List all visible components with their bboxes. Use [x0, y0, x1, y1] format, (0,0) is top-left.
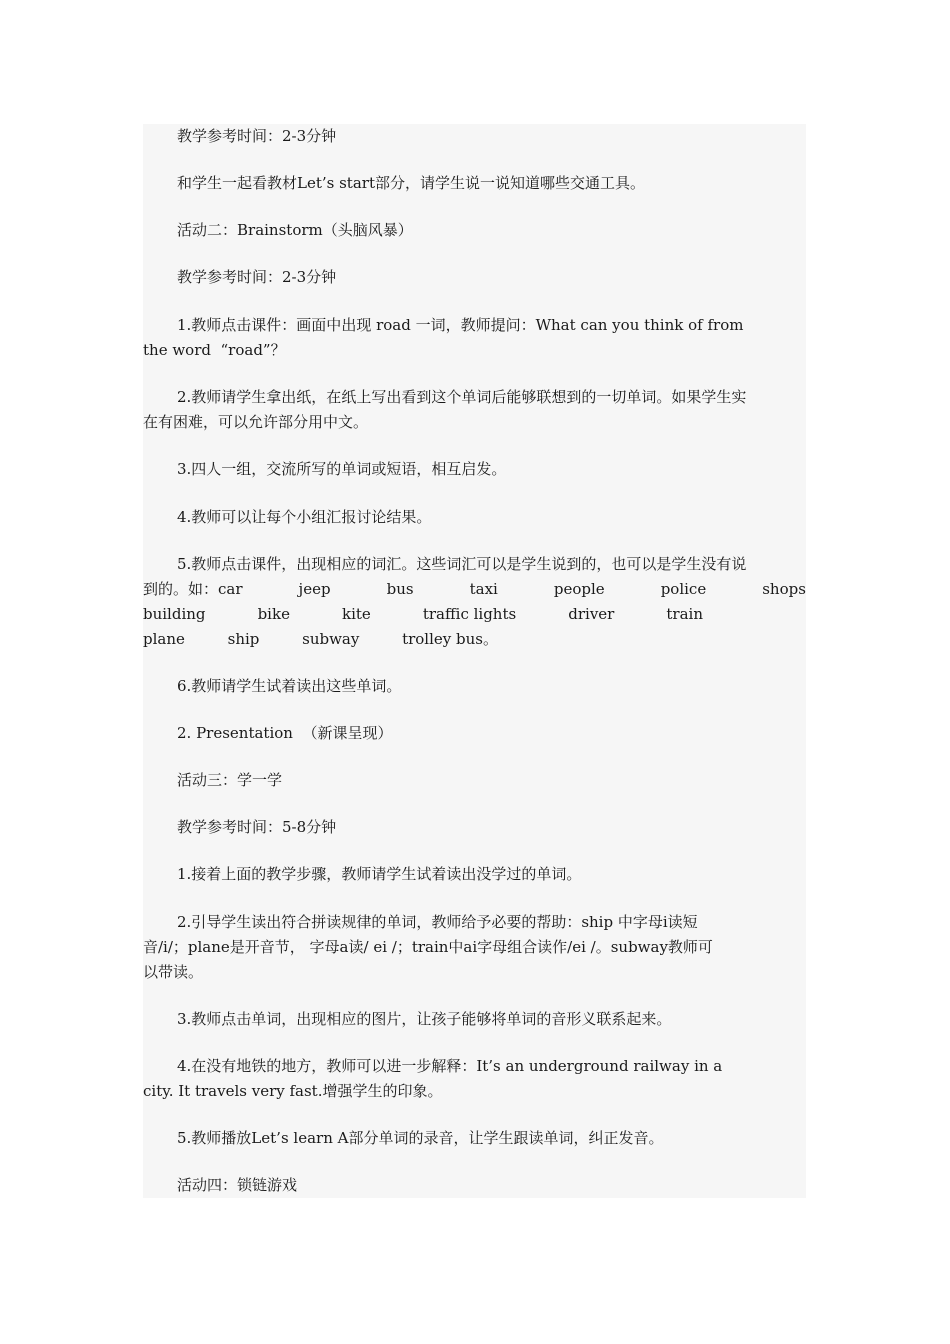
vocab-word: driver — [568, 605, 615, 623]
paragraph-step-1: 1.教师点击课件：画面中出现 road 一词，教师提问：What can you think of from the word “road”？ — [143, 316, 744, 359]
vocab-word: bus — [386, 580, 414, 598]
vocab-word: building — [143, 605, 206, 623]
paragraph-learn-step-3: 3.教师点击单词，出现相应的图片，让孩子能够将单词的音形义联系起来。 — [177, 1010, 672, 1028]
paragraph-time-3: 教学参考时间：5-8分钟 — [177, 818, 337, 836]
document-page — [143, 124, 806, 1198]
paragraph-activity-4-heading: 活动四：锁链游戏 — [177, 1176, 298, 1194]
vocab-word: plane — [143, 630, 185, 648]
paragraph-lets-start: 和学生一起看教材Let’s start部分，请学生说一说知道哪些交通工具。 — [177, 174, 645, 192]
vocab-row-1 — [143, 577, 806, 602]
paragraph-activity-2-heading: 活动二：Brainstorm（头脑风暴） — [177, 221, 413, 239]
vocab-word: bike — [257, 605, 290, 623]
vocab-word: shops — [762, 580, 806, 598]
vocab-row-2 — [143, 602, 703, 627]
vocab-word: trolley bus。 — [402, 630, 498, 648]
vocab-row-3 — [143, 627, 498, 652]
paragraph-step-3: 3.四人一组，交流所写的单词或短语，相互启发。 — [177, 460, 507, 478]
paragraph-step-2: 2.教师请学生拿出纸，在纸上写出看到这个单词后能够联想到的一切单词。如果学生实 在有困难，可以允许部分用中文。 — [143, 388, 747, 431]
paragraph-time-1: 教学参考时间：2-3分钟 — [177, 127, 337, 145]
paragraph-step-5: 5.教师点击课件，出现相应的词汇。这些词汇可以是学生说到的，也可以是学生没有说 到的。如：car jeep bus taxi people police shops building bike kite traffic lights driver train plane ship subway trolley bus。 — [143, 552, 806, 652]
paragraph-learn-step-2: 2.引导学生读出符合拼读规律的单词，教师给予必要的帮助：ship 中字母i读短 音/i/；plane是开音节， 字母a读/ ei /；train中ai字母组合读作/ei /。subway教师可 以带读。 — [143, 913, 713, 981]
paragraph-learn-step-1: 1.接着上面的教学步骤，教师请学生试着读出没学过的单词。 — [177, 865, 582, 883]
vocab-word: jeep — [298, 580, 331, 598]
paragraph-learn-step-4: 4.在没有地铁的地方，教师可以进一步解释：It’s an underground railway in a city. It travels very fast.增强学生的印象。 — [143, 1057, 723, 1100]
paragraph-presentation-heading: 2. Presentation （新课呈现） — [177, 724, 393, 742]
vocab-word: 到的。如：car — [143, 580, 243, 598]
paragraph-learn-step-5: 5.教师播放Let’s learn A部分单词的录音，让学生跟读单词，纠正发音。 — [177, 1129, 664, 1147]
vocab-word: taxi — [469, 580, 498, 598]
vocab-word: train — [666, 605, 703, 623]
vocab-word: traffic lights — [422, 605, 517, 623]
paragraph-step-4: 4.教师可以让每个小组汇报讨论结果。 — [177, 508, 432, 526]
vocab-word: people — [553, 580, 605, 598]
vocab-word: ship — [227, 630, 260, 648]
paragraph-step-6: 6.教师请学生试着读出这些单词。 — [177, 677, 402, 695]
paragraph-activity-3-heading: 活动三：学一学 — [177, 771, 283, 789]
vocab-word: police — [660, 580, 707, 598]
vocab-word: subway — [302, 630, 360, 648]
paragraph-time-2: 教学参考时间：2-3分钟 — [177, 268, 337, 286]
vocab-word: kite — [342, 605, 371, 623]
